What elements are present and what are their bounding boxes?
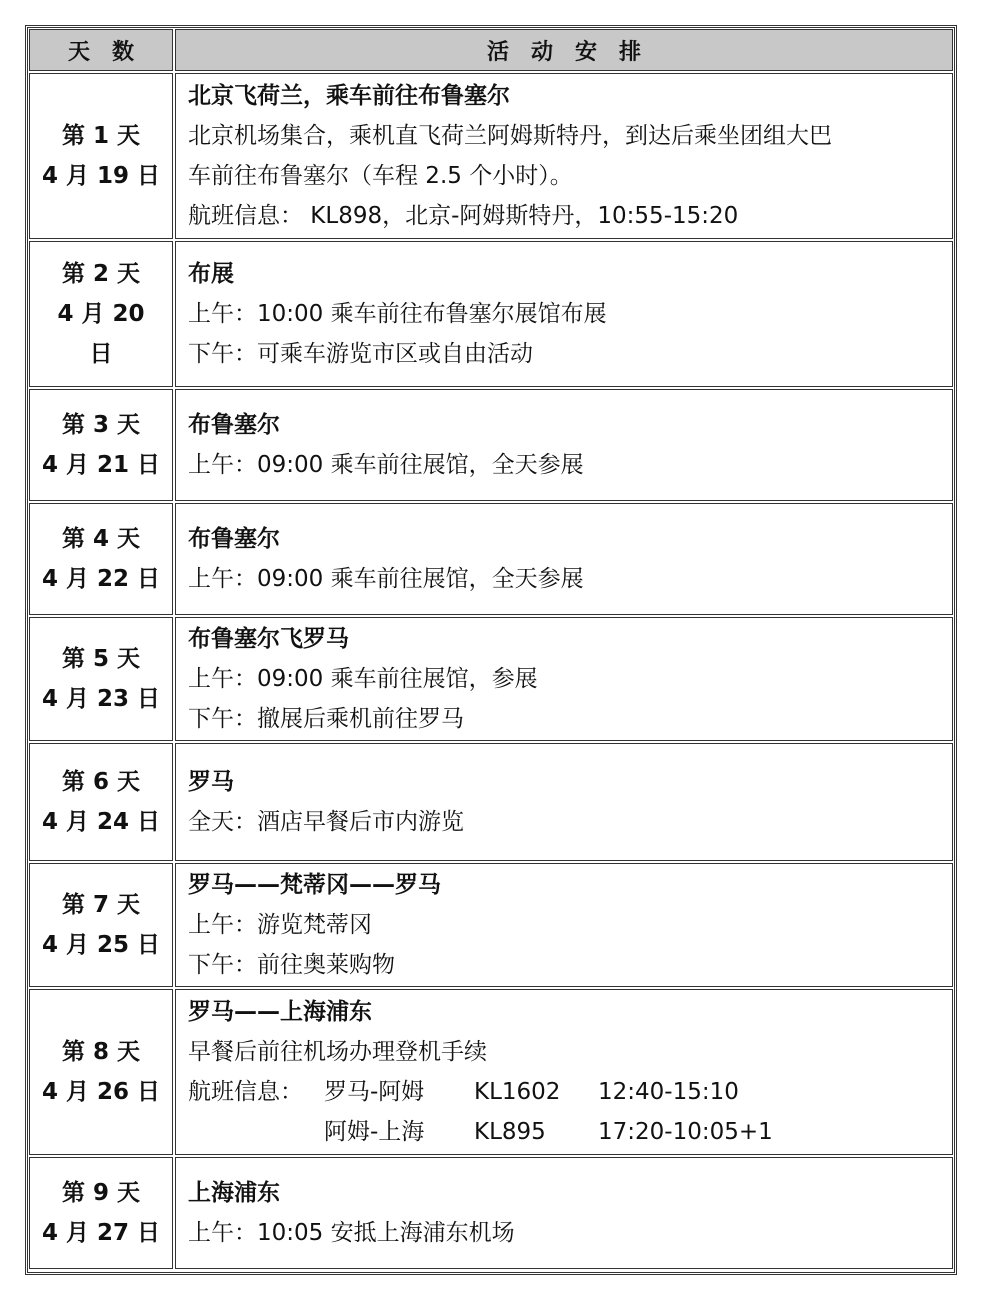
day-label: 第 2 天 (61, 261, 141, 287)
flight-code: KL895 (474, 1119, 546, 1145)
day-date: 4 月 19 日 (41, 163, 161, 189)
table-row (29, 73, 953, 239)
activity-cell (175, 73, 953, 239)
activity-line: 北京机场集合，乘机直飞荷兰阿姆斯特丹，到达后乘坐团组大巴 (188, 123, 832, 149)
table-row (29, 989, 953, 1155)
day-cell (29, 503, 173, 615)
activity-cell (175, 389, 953, 501)
day-label: 第 7 天 (61, 892, 141, 918)
activity-line: 航班信息： KL898，北京-阿姆斯特丹，10:55-15:20 (188, 203, 739, 229)
table-row (29, 863, 953, 987)
activity-title: 罗马——梵蒂冈——罗马 (188, 872, 441, 898)
activity-line: 上午：10:00 乘车前往布鲁塞尔展馆布展 (188, 301, 607, 327)
activity-cell (175, 1157, 953, 1269)
activity-title: 布鲁塞尔 (188, 526, 280, 552)
flight-time: 17:20-10:05+1 (598, 1119, 773, 1145)
activity-cell (175, 617, 953, 741)
activity-line: 车前往布鲁塞尔（车程 2.5 个小时）。 (188, 163, 573, 189)
activity-title: 北京飞荷兰，乘车前往布鲁塞尔 (188, 83, 510, 109)
day-label: 第 5 天 (61, 646, 141, 672)
activity-line: 下午：可乘车游览市区或自由活动 (188, 341, 533, 367)
activity-line: 上午：09:00 乘车前往展馆，全天参展 (188, 452, 584, 478)
activity-line: 上午：09:00 乘车前往展馆，全天参展 (188, 566, 584, 592)
day-cell (29, 1157, 173, 1269)
day-date: 4 月 22 日 (41, 566, 161, 592)
activity-line: 上午：09:00 乘车前往展馆，参展 (188, 666, 538, 692)
day-cell (29, 617, 173, 741)
activity-title: 上海浦东 (188, 1180, 280, 1206)
day-label: 第 4 天 (61, 526, 141, 552)
activity-title: 布鲁塞尔 (188, 412, 280, 438)
activity-title: 罗马 (188, 769, 234, 795)
activity-title: 罗马——上海浦东 (188, 999, 372, 1025)
table-row (29, 617, 953, 741)
activity-cell (175, 743, 953, 861)
day-date: 4 月 23 日 (41, 686, 161, 712)
activity-title: 布展 (188, 261, 234, 287)
day-label: 第 8 天 (61, 1039, 141, 1065)
flight-route: 阿姆-上海 (324, 1119, 425, 1145)
day-date: 4 月 27 日 (41, 1220, 161, 1246)
day-cell (29, 389, 173, 501)
activity-line: 全天：酒店早餐后市内游览 (188, 809, 464, 835)
table-row (29, 503, 953, 615)
table-row (29, 241, 953, 387)
day-cell (29, 241, 173, 387)
day-date: 4 月 21 日 (41, 452, 161, 478)
itinerary-table (27, 27, 955, 1271)
flight-time: 12:40-15:10 (598, 1079, 739, 1105)
day-date: 4 月 26 日 (41, 1079, 161, 1105)
table-row (29, 389, 953, 501)
day-label: 第 6 天 (61, 769, 141, 795)
activity-line: 早餐后前往机场办理登机手续 (188, 1039, 487, 1065)
day-cell (29, 989, 173, 1155)
day-cell (29, 73, 173, 239)
activity-cell (175, 241, 953, 387)
activity-cell (175, 863, 953, 987)
day-cell (29, 863, 173, 987)
day-cell (29, 743, 173, 861)
activity-line: 上午：游览梵蒂冈 (188, 912, 372, 938)
table-row (29, 1157, 953, 1269)
activity-line: 上午：10:05 安抵上海浦东机场 (188, 1220, 515, 1246)
activity-line: 下午：撤展后乘机前往罗马 (188, 706, 464, 732)
day-date: 4 月 25 日 (41, 932, 161, 958)
flight-line (188, 1112, 942, 1152)
activity-cell (175, 503, 953, 615)
day-date: 4 月 20 (57, 301, 145, 327)
header-row (29, 29, 953, 71)
header-days: 天 数 (29, 29, 173, 71)
day-label: 第 9 天 (61, 1180, 141, 1206)
header-activities: 活 动 安 排 (175, 29, 953, 71)
activity-title: 布鲁塞尔飞罗马 (188, 626, 349, 652)
flight-line (188, 1072, 942, 1112)
day-label: 第 1 天 (61, 123, 141, 149)
flight-route: 罗马-阿姆 (324, 1079, 425, 1105)
day-label: 第 3 天 (61, 412, 141, 438)
day-date: 4 月 24 日 (41, 809, 161, 835)
activity-cell (175, 989, 953, 1155)
flight-code: KL1602 (474, 1079, 561, 1105)
day-date: 日 (89, 341, 113, 367)
flight-prefix: 航班信息： (188, 1079, 303, 1105)
activity-line: 下午：前往奥莱购物 (188, 952, 395, 978)
table-row (29, 743, 953, 861)
